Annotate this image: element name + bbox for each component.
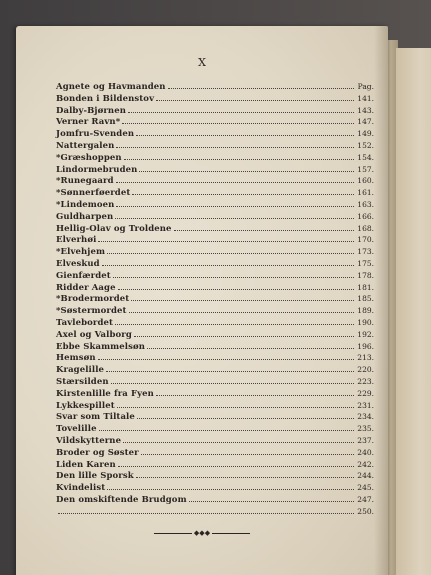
toc-entry: [56, 411, 374, 423]
toc-entry-title: Verner Ravn*: [56, 117, 121, 128]
toc-entry: [56, 81, 374, 93]
dot-leader: [134, 329, 354, 337]
toc-entry-page: 141.: [357, 93, 374, 103]
dot-leader: [58, 506, 354, 514]
toc-entry-title: Vildskytterne: [56, 435, 122, 446]
dot-leader: [156, 388, 354, 396]
toc-entry-page: 181.: [357, 282, 374, 292]
dot-leader: [124, 152, 354, 160]
dot-leader: [168, 81, 354, 89]
toc-entry-title: *Elvehjem: [56, 247, 106, 258]
toc-entry: [56, 329, 374, 341]
dot-leader: [137, 411, 354, 419]
toc-entry-page: 168.: [357, 223, 374, 233]
toc-entry: [56, 128, 374, 140]
toc-entry-page: 234.: [357, 412, 374, 422]
page-number: X: [198, 56, 206, 69]
dot-leader: [122, 116, 354, 124]
toc-entry-title: Lindormebruden: [56, 164, 138, 175]
toc-entry-title: *Græshoppen: [56, 152, 122, 163]
toc-entry: [56, 352, 374, 364]
toc-entry-page: 157.: [357, 164, 374, 174]
toc-entry-page: 231.: [357, 400, 374, 410]
toc-entry-title: Gienfærdet: [56, 270, 111, 281]
toc-entry-title: *Søstermordet: [56, 306, 127, 317]
toc-entry-page: 220.: [357, 365, 374, 375]
toc-entry-title: Axel og Valborg: [56, 329, 132, 340]
toc-entry: [56, 423, 374, 435]
toc-entry: [56, 187, 374, 199]
dot-leader: [116, 199, 354, 207]
dot-leader: [129, 305, 354, 313]
dot-leader: [174, 223, 354, 231]
toc-entry-title: Nattergalen: [56, 140, 115, 151]
toc-entry-title: Hemsøn: [56, 353, 96, 364]
toc-entry: [56, 482, 374, 494]
dot-leader: [98, 234, 354, 242]
toc-entry-page: 237.: [357, 435, 374, 445]
toc-entry-title: *Lindemoen: [56, 199, 115, 210]
dot-leader: [132, 187, 354, 195]
dot-leader: [107, 246, 354, 254]
toc-entry: [56, 246, 374, 258]
toc-entry-page: 189.: [357, 306, 374, 316]
toc-entry-page: 244.: [357, 471, 374, 481]
toc-entry: [56, 293, 374, 305]
toc-entry: [56, 270, 374, 282]
dot-leader: [115, 211, 354, 219]
toc-entry-title: *Sønnerføerdet: [56, 188, 131, 199]
toc-entry-page: 163.: [357, 199, 374, 209]
dot-leader: [118, 282, 354, 290]
dot-leader: [111, 376, 354, 384]
toc-entry-page: 161.: [357, 188, 374, 198]
toc-entry-title: Tavlebordet: [56, 317, 114, 328]
toc-entry-page: 166.: [357, 211, 374, 221]
dot-leader: [116, 140, 354, 148]
toc-entry-title: Kvindelist: [56, 483, 106, 494]
dot-leader: [107, 482, 354, 490]
toc-entry-page: 229.: [357, 388, 374, 398]
toc-entry: [56, 400, 374, 412]
toc-entry: [56, 234, 374, 246]
toc-entry: [56, 459, 374, 471]
toc-entry-title: Kragelille: [56, 365, 105, 376]
toc-entry: [56, 152, 374, 164]
dot-leader: [131, 293, 354, 301]
toc-entry: [56, 140, 374, 152]
toc-entry: [56, 470, 374, 482]
toc-entry-page: 175.: [357, 258, 374, 268]
toc-entry-page: 170.: [357, 235, 374, 245]
dot-leader: [113, 270, 354, 278]
dot-leader: [136, 128, 354, 136]
toc-entry-page: 250.: [357, 506, 374, 516]
dot-leader: [106, 364, 354, 372]
toc-entry-title: Broder og Søster: [56, 447, 139, 458]
dot-leader: [141, 447, 354, 455]
toc-entry-page: 185.: [357, 294, 374, 304]
toc-entry: [56, 105, 374, 117]
toc-entry: [56, 116, 374, 128]
toc-entry-title: Hellig-Olav og Troldene: [56, 223, 172, 234]
toc-entry-page: 192.: [357, 329, 374, 339]
toc-entry: [56, 376, 374, 388]
toc-entry-title: *Brodermordet: [56, 294, 130, 305]
dot-leader: [139, 164, 354, 172]
toc-entry-title: Dalby-Bjørnen: [56, 105, 126, 116]
toc-entry-page: 143.: [357, 105, 374, 115]
toc-entry-title: Den lille Sporsk: [56, 471, 134, 482]
toc-entry: [56, 317, 374, 329]
dot-leader: [115, 317, 354, 325]
toc-entry-title: Ridder Aage: [56, 282, 116, 293]
dot-leader: [123, 435, 354, 443]
toc-entry: [56, 223, 374, 235]
toc-entry: [56, 93, 374, 105]
toc-entry-title: Svar som Tiltale: [56, 412, 135, 423]
toc-entry: [56, 494, 374, 506]
toc-entry-title: Elveskud: [56, 258, 100, 269]
toc-entry-title: Ebbe Skammelsøn: [56, 341, 146, 352]
dot-leader: [99, 423, 354, 431]
toc-entry: [56, 447, 374, 459]
toc-entry-page: 247.: [357, 494, 374, 504]
toc-entry: [56, 435, 374, 447]
toc-entry: [56, 388, 374, 400]
book-page: [16, 26, 388, 575]
toc-entry: [56, 506, 374, 518]
dot-leader: [147, 341, 354, 349]
toc-entry-title: Liden Karen: [56, 459, 116, 470]
toc-entry-title: Stærsilden: [56, 376, 109, 387]
tailpiece-ornament-icon: ◆◆◆: [16, 528, 388, 537]
dot-leader: [117, 400, 354, 408]
dot-leader: [98, 352, 354, 360]
toc-entry-title: Guldharpen: [56, 211, 114, 222]
dot-leader: [136, 470, 354, 478]
toc-entry: [56, 175, 374, 187]
toc-entry: [56, 211, 374, 223]
toc-entry-title: Jomfru-Svenden: [56, 129, 135, 140]
toc-entry-page: 149.: [357, 129, 374, 139]
toc-entry-page: 213.: [357, 353, 374, 363]
toc-entry: [56, 164, 374, 176]
toc-entry-page: 242.: [357, 459, 374, 469]
toc-entry: [56, 364, 374, 376]
toc-entry-page: 147.: [357, 117, 374, 127]
toc-entry-page: Pag.: [357, 82, 374, 91]
toc-entry-page: 245.: [357, 483, 374, 493]
toc-entry-page: 190.: [357, 317, 374, 327]
toc-entry-page: 152.: [357, 140, 374, 150]
toc-entry: [56, 341, 374, 353]
toc-entry-title: Elverhøi: [56, 235, 97, 246]
toc-entry-title: Tovelille: [56, 424, 97, 435]
toc-entry-title: *Runegaard: [56, 176, 114, 187]
toc-entry-page: 173.: [357, 247, 374, 257]
toc-entry: [56, 199, 374, 211]
toc-entry-page: 240.: [357, 447, 374, 457]
toc-entry: [56, 282, 374, 294]
dot-leader: [102, 258, 354, 266]
table-of-contents: [56, 81, 374, 517]
dot-leader: [128, 105, 354, 113]
toc-entry-title: Lykkespillet: [56, 400, 115, 411]
toc-entry-page: 178.: [357, 270, 374, 280]
dot-leader: [189, 494, 354, 502]
dot-leader: [116, 175, 354, 183]
toc-entry-title: Bonden i Bildenstov: [56, 93, 155, 104]
toc-entry-title: Den omskiftende Brudgom: [56, 494, 187, 505]
toc-entry-page: 196.: [357, 341, 374, 351]
toc-entry-title: Kirstenlille fra Fyen: [56, 388, 154, 399]
toc-entry: [56, 305, 374, 317]
facing-page-edge: [396, 48, 431, 575]
toc-entry-page: 154.: [357, 152, 374, 162]
toc-entry: [56, 258, 374, 270]
toc-entry-title: Agnete og Havmanden: [56, 82, 166, 92]
dot-leader: [118, 459, 354, 467]
toc-entry-page: 160.: [357, 176, 374, 186]
dot-leader: [156, 93, 354, 101]
toc-entry-page: 235.: [357, 424, 374, 434]
toc-entry-page: 223.: [357, 376, 374, 386]
